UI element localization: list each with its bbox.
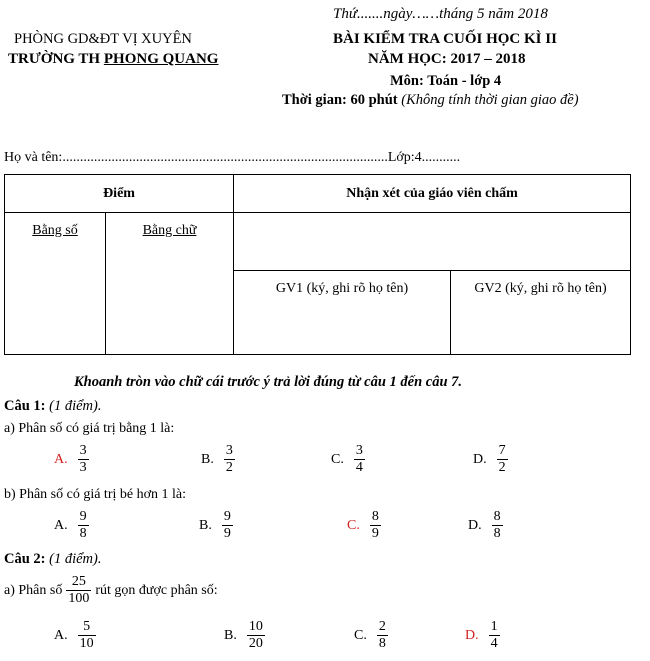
option-letter: B.	[199, 517, 212, 533]
score-words-cell	[106, 213, 234, 355]
fraction	[489, 619, 500, 652]
fraction	[78, 509, 89, 542]
numerator: 3	[225, 443, 233, 458]
school-name-underlined: PHONG QUANG	[103, 51, 219, 67]
option-letter: A.	[54, 627, 68, 643]
question-2-points: (1 điểm).	[49, 551, 102, 567]
numerator: 10	[248, 619, 263, 634]
option-1b-C[interactable]	[347, 509, 381, 542]
option-1b-B[interactable]	[199, 509, 233, 542]
option-letter: D.	[468, 517, 482, 533]
denominator: 2	[498, 460, 506, 476]
time-label: Thời gian: 60 phút	[282, 92, 398, 108]
denominator: 8	[493, 526, 501, 542]
denominator: 3	[79, 460, 87, 476]
question-1b-prompt: b) Phân số có giá trị bé hơn 1 là:	[4, 487, 186, 502]
fraction	[247, 619, 265, 652]
denominator: 20	[248, 636, 263, 652]
numerator: 8	[371, 509, 379, 524]
fraction	[492, 509, 503, 542]
school-year: NĂM HỌC: 2017 – 2018	[368, 51, 526, 67]
score-header: Điểm	[5, 175, 234, 213]
fraction	[377, 619, 388, 652]
fraction	[354, 443, 365, 476]
option-letter: B.	[201, 451, 214, 467]
gv1-cell: GV1 (ký, ghi rõ họ tên)	[234, 271, 451, 355]
fraction	[497, 443, 508, 476]
subject: Môn: Toán - lớp 4	[390, 73, 502, 89]
option-1a-C[interactable]	[331, 443, 365, 476]
numerator: 8	[493, 509, 501, 524]
score-number-label: Bằng số	[32, 223, 78, 238]
department-name: PHÒNG GD&ĐT VỊ XUYÊN	[14, 31, 192, 47]
option-1b-D[interactable]	[468, 509, 503, 542]
option-2a-D[interactable]	[465, 619, 500, 652]
question-2-title	[4, 551, 101, 568]
student-name-line: Họ và tên:.............................................................................................Lớp:4...........	[4, 150, 461, 165]
option-letter: C.	[331, 451, 344, 467]
time-info	[282, 92, 579, 109]
numerator: 25	[71, 574, 86, 589]
fraction	[78, 619, 96, 652]
option-1b-A[interactable]	[54, 509, 89, 542]
comment-area	[234, 213, 631, 271]
date-line: Thứ.......ngày……tháng 5 năm 2018	[333, 6, 548, 22]
option-1a-D[interactable]	[473, 443, 508, 476]
school-name	[8, 51, 218, 68]
fraction	[224, 443, 235, 476]
fraction	[66, 574, 91, 607]
fraction	[222, 509, 233, 542]
denominator: 10	[79, 636, 94, 652]
option-letter: C.	[347, 517, 360, 533]
option-letter: D.	[465, 627, 479, 643]
instruction: Khoanh tròn vào chữ cái trước ý trả lời đúng từ câu 1 đến câu 7.	[74, 374, 463, 390]
prompt-before: a) Phân số	[4, 582, 63, 598]
numerator: 9	[223, 509, 231, 524]
time-note: (Không tính thời gian giao đề)	[401, 92, 579, 108]
option-1a-B[interactable]	[201, 443, 235, 476]
question-1-points: (1 điểm).	[49, 398, 102, 414]
score-number-cell	[5, 213, 106, 355]
gv2-cell: GV2 (ký, ghi rõ họ tên)	[451, 271, 631, 355]
prompt-after: rút gọn được phân số:	[95, 582, 218, 598]
question-1a-prompt: a) Phân số có giá trị bằng 1 là:	[4, 421, 175, 436]
option-letter: B.	[224, 627, 237, 643]
numerator: 9	[79, 509, 87, 524]
option-2a-B[interactable]	[224, 619, 265, 652]
numerator: 3	[79, 443, 87, 458]
score-words-label: Bằng chữ	[142, 223, 197, 238]
option-2a-A[interactable]	[54, 619, 96, 652]
numerator: 7	[498, 443, 506, 458]
denominator: 2	[225, 460, 233, 476]
option-letter: A.	[54, 517, 68, 533]
option-letter: C.	[354, 627, 367, 643]
school-prefix: TRƯỜNG TH	[8, 51, 101, 67]
question-1-title	[4, 398, 101, 415]
grade-table	[4, 174, 631, 355]
denominator: 9	[223, 526, 231, 542]
denominator: 8	[79, 526, 87, 542]
question-2-label: Câu 2:	[4, 551, 46, 567]
numerator: 3	[355, 443, 363, 458]
option-letter: A.	[54, 451, 68, 467]
denominator: 8	[378, 636, 386, 652]
option-2a-C[interactable]	[354, 619, 388, 652]
denominator: 100	[68, 591, 90, 607]
numerator: 2	[378, 619, 386, 634]
question-2a-prompt	[4, 574, 218, 607]
option-1a-A[interactable]	[54, 443, 89, 476]
numerator: 5	[83, 619, 91, 634]
fraction	[370, 509, 381, 542]
numerator: 1	[490, 619, 498, 634]
fraction	[78, 443, 89, 476]
exam-title: BÀI KIỂM TRA CUỐI HỌC KÌ II	[333, 31, 557, 47]
denominator: 4	[490, 636, 498, 652]
comment-header: Nhận xét của giáo viên chấm	[234, 175, 631, 213]
denominator: 9	[371, 526, 379, 542]
denominator: 4	[355, 460, 363, 476]
option-letter: D.	[473, 451, 487, 467]
question-1-label: Câu 1:	[4, 398, 46, 414]
